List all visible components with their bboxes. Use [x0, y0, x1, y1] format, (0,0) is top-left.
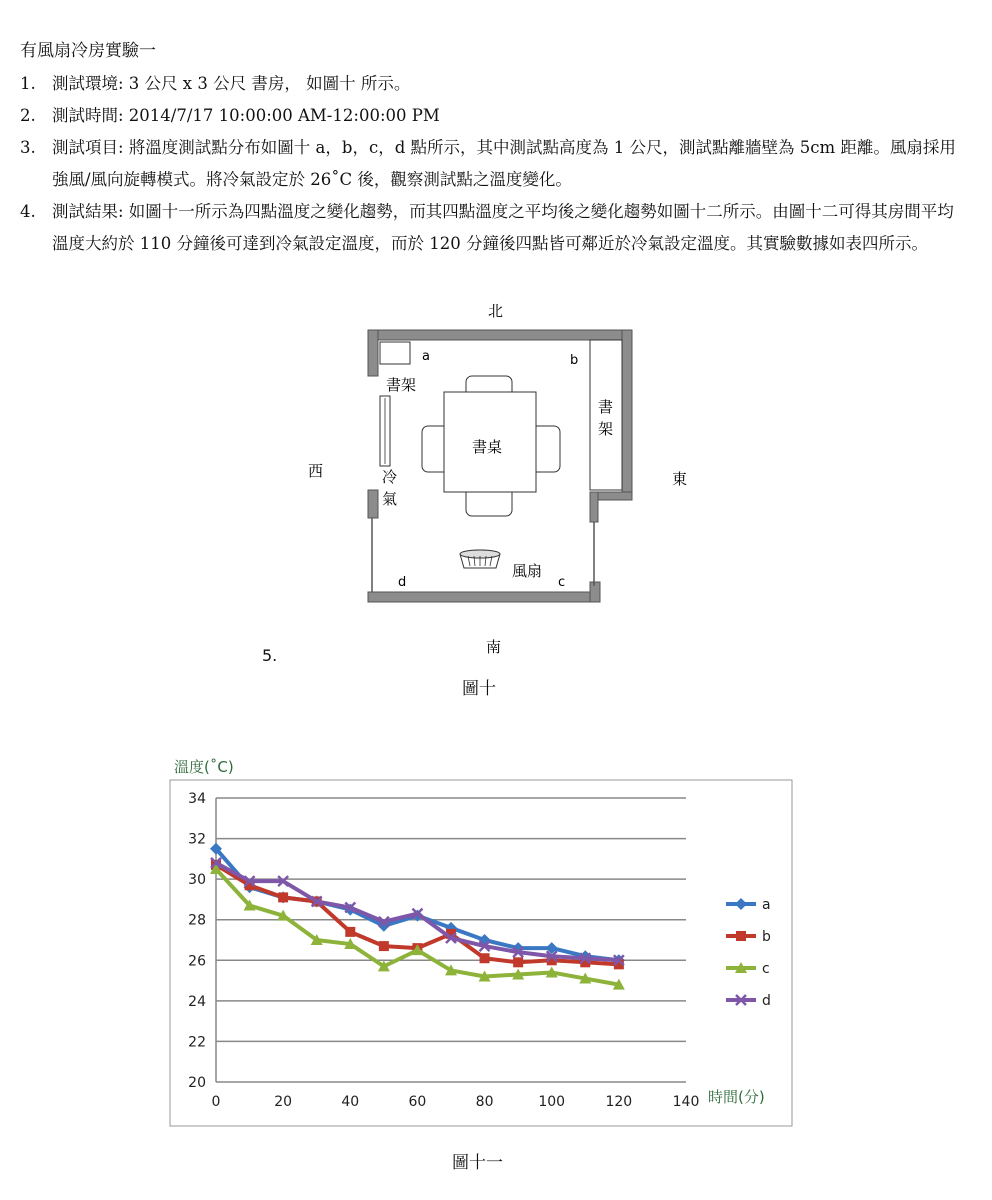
y-axis-label: 溫度(˚C)	[174, 758, 234, 776]
point-b-label: b	[570, 353, 579, 368]
point-d-label: d	[398, 575, 407, 590]
legend-label: c	[762, 961, 770, 977]
list-number: 4.	[20, 202, 36, 221]
ac-label-2: 氣	[382, 490, 398, 508]
fan-icon	[460, 550, 500, 568]
north-label: 北	[488, 302, 504, 320]
y-tick-label: 28	[188, 912, 206, 929]
legend-label: a	[762, 897, 771, 913]
list-number: 1.	[20, 74, 36, 93]
list-text: 測試時間: 2014/7/17 10:00:00 AM-12:00:00 PM	[52, 106, 440, 125]
right-shelf-label-2: 架	[598, 420, 614, 438]
x-tick-label: 80	[475, 1094, 494, 1110]
data-point-b	[379, 941, 389, 951]
figure-10-caption: 圖十	[462, 679, 496, 699]
point-c-label: c	[558, 575, 566, 590]
data-point-b	[480, 953, 490, 963]
x-tick-label: 140	[672, 1094, 700, 1110]
legend-label: b	[762, 929, 771, 945]
fan-label: 風扇	[512, 562, 543, 580]
chart-frame	[170, 780, 792, 1126]
list-item	[20, 100, 960, 132]
small-shelf	[380, 342, 410, 364]
list-item	[20, 196, 960, 260]
east-label: 東	[672, 470, 688, 488]
right-shelf-label-1: 書	[598, 398, 614, 416]
x-tick-label: 60	[408, 1094, 427, 1110]
south-label: 南	[486, 638, 502, 656]
list-text: 測試環境: 3 公尺 x 3 公尺 書房， 如圖十 所示。	[52, 74, 411, 93]
list-text: 測試項目: 將溫度測試點分布如圖十 a，b，c，d 點所示，其中測試點高度為 1 公尺，測試點離牆壁為 5cm 距離。風扇採用強風/風向旋轉模式。將冷氣設定於 26˚C 後，觀察測試點之溫度變化。	[52, 138, 956, 189]
temperature-line-chart	[160, 752, 800, 1132]
y-tick-label: 20	[188, 1075, 206, 1091]
legend-marker	[736, 931, 746, 941]
y-tick-label: 22	[188, 1034, 206, 1051]
y-tick-label: 24	[188, 993, 206, 1010]
ac-label-1: 冷	[382, 468, 398, 486]
left-shelf-label: 書架	[386, 376, 417, 394]
y-tick-label: 34	[188, 791, 206, 807]
experiment-list	[20, 68, 960, 260]
list-item	[20, 132, 960, 196]
x-tick-label: 100	[538, 1094, 566, 1110]
y-tick-label: 32	[188, 831, 206, 848]
x-axis-label: 時間(分)	[708, 1088, 765, 1106]
list-text: 測試結果: 如圖十一所示為四點溫度之變化趨勢，而其四點溫度之平均後之變化趨勢如圖十二所示。由圖十二可得其房間平均溫度大約於 110 分鐘後可達到冷氣設定溫度，而於 120 分鐘後四點皆可鄰近於冷氣設定溫度。其實驗數據如表四所示。	[52, 202, 954, 253]
west-label: 西	[308, 462, 324, 480]
figure-11-caption: 圖十一	[452, 1153, 503, 1173]
x-tick-label: 0	[211, 1094, 221, 1110]
y-tick-label: 26	[188, 953, 206, 970]
data-point-b	[278, 892, 288, 902]
legend-label: d	[762, 993, 771, 1009]
list-number: 3.	[20, 138, 36, 157]
x-tick-label: 120	[605, 1094, 633, 1110]
point-a-label: a	[422, 349, 430, 364]
list-item	[20, 68, 960, 100]
list-item-5-number: 5.	[262, 646, 278, 665]
y-tick-label: 30	[188, 872, 206, 889]
floor-plan-figure	[300, 296, 720, 666]
data-point-b	[345, 927, 355, 937]
x-tick-label: 20	[274, 1094, 293, 1110]
list-number: 2.	[20, 106, 36, 125]
data-point-b	[513, 957, 523, 967]
document-title: 有風扇冷房實驗一	[20, 41, 156, 61]
x-tick-label: 40	[341, 1094, 360, 1110]
desk-label: 書桌	[472, 438, 503, 456]
